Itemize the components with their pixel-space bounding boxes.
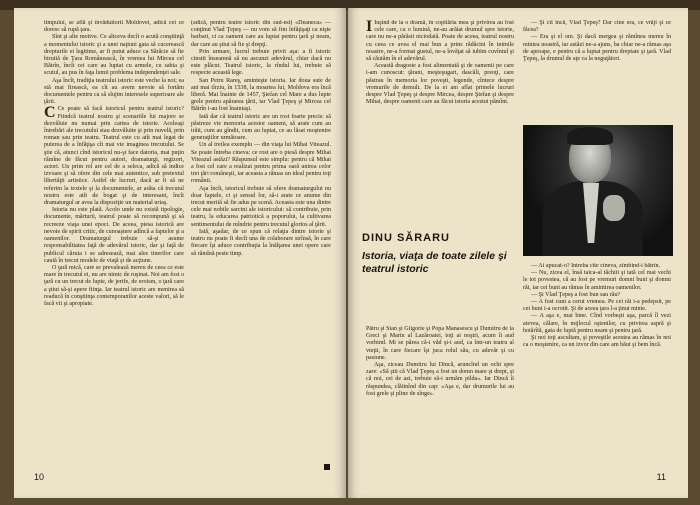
author-name: DINU SĂRARU	[362, 232, 450, 244]
paragraph: Sînt şi alte motive. Ce altceva decît o acută conştiinţă a momentului istoric şi a unei naţiuni gata să cucerească drepturile ei legitime, ar fi putut aduce ca Sărăcie să fie biruită de Ţara Românească, în vremea lui Mircea cel Bătrîn, încît cei care au luptat cu armele, cu sabia şi scutul, au pus în faţa lumii problema independenţei sale.	[44, 34, 184, 77]
paragraph: timpului, se află şi învăduitorii Moldovei, adică cei ce doresc să rupă ţara.	[44, 20, 184, 34]
paragraph	[44, 106, 184, 207]
paragraph: Această dragoste a fost alimentată şi de oamenii pe care i-am cunoscut: ţărani, meşteşugari, dascăli, preoţi, care păstrau în memoria lor poveşti, legende, cîntece despre vremurile de demult. De la ei am aflat primele lucruri despre Vlad Ţepeş şi despre Mircea, despre Ştefan şi despre Mihai, despre oamenii care au făcut istoria acestui pămînt.	[366, 63, 514, 106]
paragraph: Aşa încît, istoricul trebuie să ofere dramaturgului nu doar faptele, ci şi sensul lor, să-i arate ce anume din trecut merită să fie adus pe scenă. Aceasta este una dintre cele mai nobile sarcini ale istoricului: să contribuie, prin teatru, la educarea patriotică a poporului, la cultivarea sentimentului de mîndrie pentru trecutul glorios al ţării.	[191, 185, 331, 228]
left-column-1	[44, 20, 184, 450]
paragraph: — A aşa e, mai bine. Cînd vorbeşti aşa, parcă îl vezi aievea, călare, în mijlocul oştenilor, cu privirea aspră şi hotărîtă, gata de luptă pentru neam şi pentru ţară.	[523, 313, 671, 334]
paragraph: Şi noi toţi ascultam, şi poveştile acestea au rămas în noi ca o moştenire, ca un izvor din care am băut şi bem încă.	[523, 335, 671, 349]
article-headline: Istoria, viaţa de toate zilele şi teatrul istoric	[362, 250, 507, 275]
paragraph: San Petru Rareş, aminteşte istoria. Iar doua sute de ani mai tîrziu, în 1538, la moartea lui, Moldova era încă liberă. Mai înainte de 1457, Ştefan cel Mare a dus lupte grele pentru apărarea ţării, iar Vlad Ţepeş şi Mircea cel Bătrîn i-au fost înaintaşi.	[191, 77, 331, 113]
paragraph: — Şi cît încă, Vlad Ţepeş? Dar cine era, ce vrăji şi ce făcea?	[523, 20, 671, 34]
paragraph: — Nu, zicea el, însă taica-al tăchiii şi tată cel mai vechi le tot povestea, că au fost pe vremuri domni buni şi domni răi, iar cei buni au rămas în amintirea oamenilor.	[523, 270, 671, 291]
paragraph: Pătru şi Stan şi Gligorie şi Popa Manasescu şi Dumitru de la Greci şi Marin al Lazăroaiei, toţi ai noştri, acum îi aud vorbind. Mi se părea că-i văd şi-i aud, ca într-un teatru al vieţii, în care fiecare îşi juca rolul său, cu adevăr şi cu pasiune.	[366, 326, 514, 361]
left-page	[14, 8, 346, 498]
photo-hand	[603, 195, 625, 221]
right-column-1-top	[366, 20, 514, 246]
paragraph: Istoria nu este plată. Acolo unde nu există tipologie, documente, mărturii, teatrul poate să recompună şi să recreeze viaţa unei epoci. De aceea, piesa istorică are nevoie de spirit critic, de cunoaştere adîncă a faptelor şi a oamenilor. Dramaturgul trebuie să-şi asume responsabilitatea faţă de adevărul istoric, dar şi faţă de publicul căruia i se adresează, mai ales tinerilor care caută în trecut modele de viaţă şi de acţiune.	[44, 207, 184, 264]
right-page	[348, 8, 688, 498]
paragraph: — A fost cum a cerut vremea. Pe cei răi i-a pedepsit, pe cei buni i-a ocrotit. Şi de aceea ţara l-a ţinut minte.	[523, 299, 671, 313]
paragraph-text: Ce poate să facă istoricul pentru teatrul istoric? Fiindcă teatrul nostru şi scenariile lui majore se dezvăluie nu numai prin cartea de istorie. Aceleaşi întrebări ale trecutului stau dezvăluite şi prin nuvelă, prin roman sau prin teatru. Teatrul este cu atît mai legat de puterea de a înfăţişa cît mai vie imaginea trecutului. Se ştie că, atunci cînd istoricul nu-şi face datoria, mai puţin rămîne de făcut pentru autori, dramaturgi, regizori, actori. Un prim rol are cel de a seleca, adică să indice izvoare şi să ofere din cele mai autentice, sub pretextul libertăţii artistice. Astfel de lucruri, dacă ar fi să ne referim la textele şi la documentele, ar arăta că trecutul nostru este atît de bogat şi de interesant, încît dramaturgul ar avea la dispoziţie un material uriaş.	[44, 106, 184, 207]
paragraph: Prin urmare, lucrul trebuie privit aşa: a fi istoric cinstit înseamnă să nu ascunzi adevărul, chiar dacă nu este plăcut. Teatrul istoric, la rîndul lui, trebuie să respecte această lege.	[191, 48, 331, 77]
author-photo	[523, 125, 673, 256]
paragraph: (adică, pentru teatre istoric din sud-est) «Deaneca» — conţinut Vlad Ţepeş — nu vom să fim înfăţişaţi ca nişte barbari, ci ca oameni care au luptat pentru ţară şi neam, dar care au ştiut să fie şi drepţi.	[191, 20, 331, 48]
right-column-1-bottom	[366, 326, 514, 476]
paragraph: — Şi Vlad Ţepeş a fost bun sau rău?	[531, 291, 621, 298]
end-of-article-mark	[324, 464, 330, 470]
paragraph	[366, 20, 514, 63]
page-number: 10	[34, 472, 45, 482]
paragraph: Aşa încît, tradiţia teatrului istoric este veche la noi; ea stă mai firească, ea cît au avem nevoie să fortăm documentele pentru ca să slujim interesele superioare ale ţării.	[44, 77, 184, 106]
drop-cap: C	[44, 104, 56, 122]
drop-cap: I	[366, 20, 373, 35]
right-column-2-bottom	[523, 263, 671, 479]
left-column-2	[191, 20, 331, 450]
page-number: 11	[656, 472, 666, 482]
paragraph: — Ai apucat-o? Întreba cîte cineva, zîmbind-i bătrîn.	[531, 263, 661, 269]
paragraph: — Era şi el om. Şi dacă mergea şi rămînea mereu în mintea noastră, iar astăzi ne-a ajuns, ba chiar ne-a rămas aşa de aproape, e pentru că a luptat pentru dreptate şi ţară. Vlad Ţepeş, la drumul de aţe ca la neguţători.	[523, 34, 671, 63]
paragraph: Un al treilea exemplu — din viaţa lui Mihai Viteazul. Se poate întreba cineva: ce rost are o piesă despre Mihai Viteazul astăzi? Răspunsul este simplu: pentru că Mihai a fost cel care a realizat pentru prima oară unirea celor trei ţări româneşti, iar aceasta a rămas un ideal pentru toţi românii.	[191, 142, 331, 185]
paragraph-text: Iuşind de la o dramă, în copilăria mea şi privirea au fost cele care, ca o lumină, ne-au arătat drumul spre istorie, care nu ne-a părăsit niciodată. Poate de aceea, teatrul nostru cu ceea ce avea el mai bun a prins rădăcini în inimile noastre, ne-a format gustul, ne-a învăţat să iubim cuvîntul şi să căutăm în el adevărul.	[366, 20, 514, 63]
right-column-2-top	[523, 20, 671, 116]
article-header	[362, 232, 522, 276]
paragraph: Iată, aşadar, de ce spun că relaţia dintre istorie şi teatru nu poate fi decît una de colaborare strînsă, în care fiecare îşi aduce contribuţia la înălţarea unei opere care să rămînă peste timp.	[191, 228, 331, 257]
paragraph: Aşa, ziceau Dumitru lui Dincă, aruncînd un ochi spre zare: «Să ştii că Vlad Ţepeş a fost un domn mare şi drept, şi că noi, cei de azi, trebuie să-i urmăm pilda». Iar Dincă îi răspundea, clătinînd din cap: «Aşa e, dar drumurile lui au fost grele şi pline de sînge».	[366, 362, 514, 397]
paragraph: O ţară mică, care se prevalează mereu de ceea ce este mare în trecutul ei, nu are nimic de ruşinat. Noi am fost o ţară cu un trecut de lupte, de jertfe, de eroism, o ţară care a ştiut să-şi apere fiinţa. Iar teatrul istoric are menirea să readucă în conştiinţa contemporanilor aceste valori, să le facă vii şi apropiate.	[44, 264, 184, 307]
paragraph: Iată dar că teatrul istoric are un rost foarte precis: să păstreze vie memoria acestor oameni, să arate cum au trăit, cum au gîndit, cum au luptat, ce au lăsat moştenire generaţiilor următoare.	[191, 113, 331, 142]
photo-hair	[567, 127, 613, 145]
